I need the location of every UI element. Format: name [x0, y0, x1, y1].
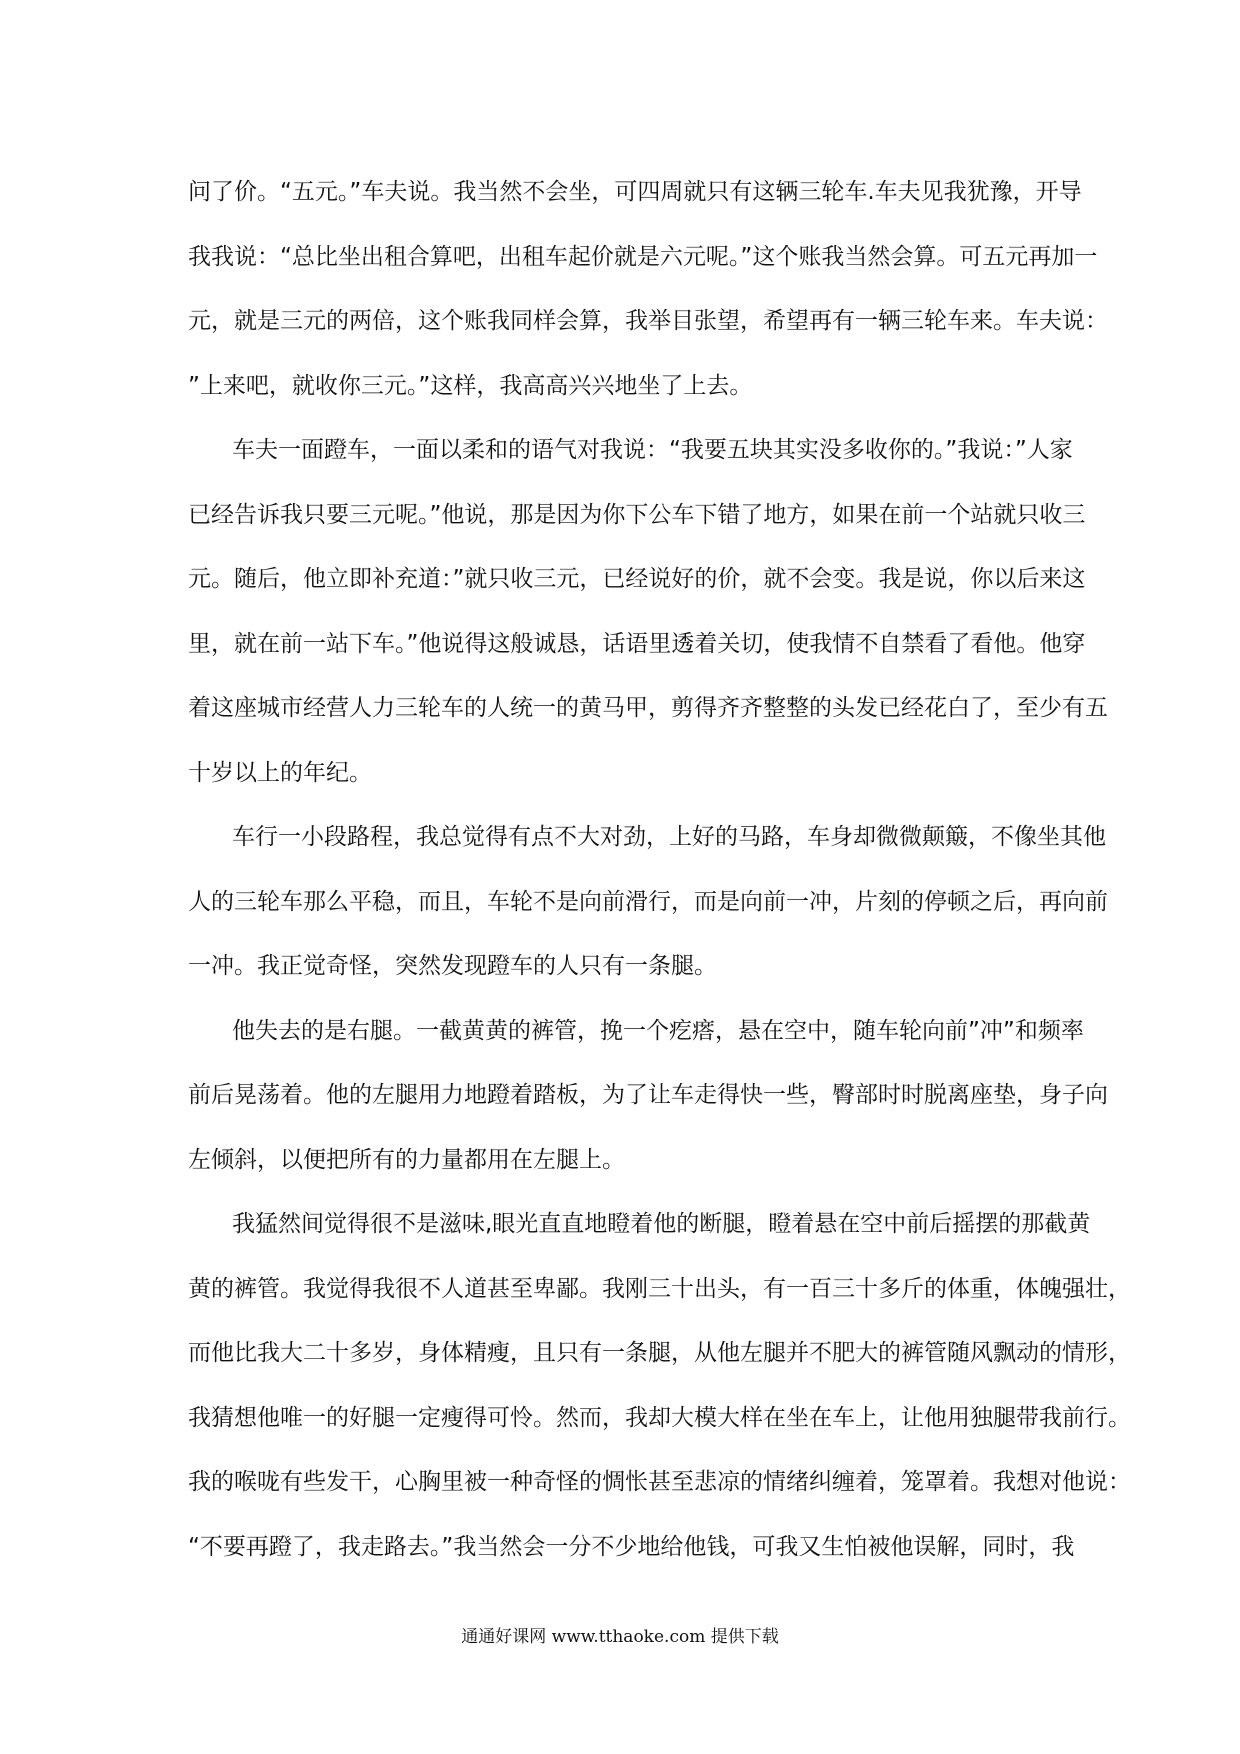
text-line: 黄的裤管。我觉得我很不人道甚至卑鄙。我刚三十出头，有一百三十多斤的体重，体魄强壮， — [188, 1275, 1131, 1302]
text-line: 人的三轮车那么平稳，而且，车轮不是向前滑行，而是向前一冲，片刻的停顿之后，再向前 — [188, 888, 1108, 915]
text-line: 问了价。“五元。”车夫说。我当然不会坐，可四周就只有这辆三轮车.车夫见我犹豫，开导 — [188, 179, 1082, 205]
text-line: “不要再蹬了，我走路去。”我当然会一分不少地给他钱，可我又生怕被他误解，同时，我 — [188, 1533, 1075, 1560]
paragraph-first-line: 车行一小段路程，我总觉得有点不大对劲，上好的马路，车身却微微颠簸，不像坐其他 — [232, 824, 1106, 850]
text-line: 着这座城市经营人力三轮车的人统一的黄马甲，剪得齐齐整整的头发已经花白了，至少有五 — [188, 695, 1108, 721]
paragraph-first-line: 车夫一面蹬车，一面以柔和的语气对我说：“我要五块其实没多收你的。”我说：”人家 — [232, 437, 1073, 463]
body-text — [188, 160, 1131, 1579]
text-line: ”上来吧，就收你三元。”这样，我高高兴兴地坐了上去。 — [188, 372, 753, 399]
page-footer: 通通好课网 www.tthaoke.com 提供下载 — [461, 1627, 779, 1647]
text-line: 而他比我大二十多岁，身体精瘦，且只有一条腿，从他左腿并不肥大的裤管随风飘动的情形， — [188, 1340, 1131, 1366]
text-line: 元。随后，他立即补充道：”就只收三元，已经说好的价，就不会变。我是说，你以后来这 — [188, 566, 1086, 592]
text-line: 我的喉咙有些发干，心胸里被一种奇怪的惆怅甚至悲凉的情绪纠缠着，笼罩着。我想对他说： — [188, 1469, 1131, 1495]
text-line: 前后晃荡着。他的左腿用力地蹬着踏板，为了让车走得快一些，臀部时时脱离座垫，身子向 — [188, 1082, 1108, 1108]
paragraph-first-line: 我猛然间觉得很不是滋味,眼光直直地瞪着他的断腿，瞪着悬在空中前后摇摆的那截黄 — [232, 1211, 1091, 1237]
text-line: 已经告诉我只要三元呢。”他说，那是因为你下公车下错了地方，如果在前一个站就只收三 — [188, 501, 1086, 528]
paragraph-first-line: 他失去的是右腿。一截黄黄的裤管，挽一个疙瘩，悬在空中，随车轮向前”冲”和频率 — [232, 1017, 1084, 1044]
text-line: 里，就在前一站下车。”他说得这般诚恳，话语里透着关切，使我情不自禁看了看他。他穿 — [188, 630, 1086, 657]
text-line: 元，就是三元的两倍，这个账我同样会算，我举目张望，希望再有一辆三轮车来。车夫说： — [188, 308, 1108, 334]
text-line: 左倾斜，以便把所有的力量都用在左腿上。 — [188, 1146, 625, 1173]
text-line: 十岁以上的年纪。 — [188, 759, 372, 786]
text-line: 我我说：“总比坐出租合算吧，出租车起价就是六元呢。”这个账我当然会算。可五元再加一 — [188, 243, 1098, 270]
text-line: 一冲。我正觉奇怪，突然发现蹬车的人只有一条腿。 — [188, 953, 717, 979]
text-line: 我猜想他唯一的好腿一定瘦得可怜。然而，我却大模大样在坐在车上，让他用独腿带我前行。 — [188, 1404, 1131, 1431]
